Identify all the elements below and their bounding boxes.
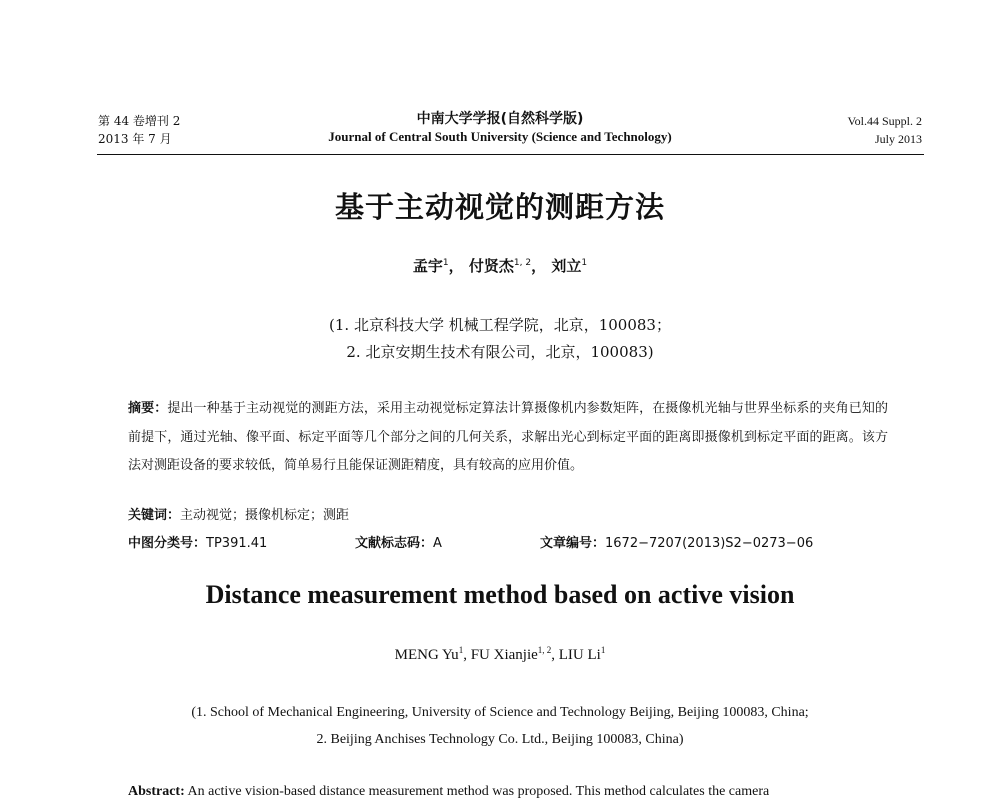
article-id-label: 文章编号：	[540, 536, 606, 551]
affiliation-en-2: 2. Beijing Anchises Technology Co. Ltd., Beijing 100083, China)	[316, 732, 684, 747]
document-code-label: 文献标志码：	[355, 536, 434, 551]
document-code-value: A	[433, 536, 442, 551]
authors-cn: 孟宇$^1$， 付贤杰$^{1, 2}$， 刘立$^1$	[412, 257, 588, 275]
affiliation-cn-2: 2. 北京安期生技术有限公司，北京，100083)	[346, 343, 654, 361]
author-cn-3: 刘立	[551, 257, 582, 275]
abstract-en-text: An active vision-based distance measurement method was proposed. This method calculates the camera	[187, 784, 770, 799]
title-en: Distance measurement method based on active vision	[205, 580, 795, 609]
document-code	[355, 533, 442, 555]
author-en-3: LIU Li	[558, 647, 601, 663]
header-volume-en: Vol.44 Suppl. 2	[847, 114, 922, 128]
abstract-cn-label: 摘要：	[128, 401, 168, 416]
keywords-cn-label: 关键词：	[128, 508, 181, 523]
keywords-cn	[128, 505, 349, 527]
affiliation-cn-1: (1. 北京科技大学 机械工程学院，北京，100083；	[329, 316, 671, 334]
clc-value: TP391.41	[206, 536, 268, 551]
author-cn-2-sup: 1, 2	[513, 258, 532, 268]
header-volume-date-cn	[98, 112, 180, 148]
authors-en: MENG Yu$^1$, FU Xianjie$^{1, 2}$, LIU Li$^1$	[394, 645, 606, 663]
author-cn-1-sup: 1	[442, 258, 449, 268]
affiliation-en-1: (1. School of Mechanical Engineering, University of Science and Technology Beijing, Beijing 100083, China;	[191, 705, 809, 720]
header-rule	[97, 154, 924, 155]
title-cn: 基于主动视觉的测距方法	[334, 190, 665, 224]
clc-label: 中图分类号：	[128, 536, 207, 551]
header-volume-date-en	[848, 112, 922, 148]
author-en-2-sup: 1, 2	[537, 645, 552, 655]
header-journal-en: Journal of Central South University (Science and Technology)	[328, 129, 672, 144]
author-en-3-sup: 1	[600, 645, 606, 655]
author-cn-2: 付贤杰	[468, 257, 514, 275]
header-date-cn: 2013 年 7 月	[98, 132, 172, 146]
header-date-en: July 2013	[874, 132, 922, 146]
article-id-value: 1672−7207(2013)S2−0273−06	[605, 536, 814, 551]
header-journal	[300, 110, 700, 146]
author-en-1: MENG Yu	[394, 647, 459, 663]
author-en-1-sup: 1	[458, 645, 464, 655]
keywords-cn-text: 主动视觉；摄像机标定；测距	[180, 508, 350, 523]
abstract-cn-text: 提出一种基于主动视觉的测距方法，采用主动视觉标定算法计算摄像机内参数矩阵，在摄像机光轴与世界坐标系的夹角已知的前提下，通过光轴、像平面、标定平面等几个部分之间的几何关系，求解出光心到标定平面的距离即摄像机到标定平面的距离。该方法对测距设备的要求较低，简单易行且能保证测距精度，具有较高的应用价值。	[128, 401, 888, 473]
header-volume-cn: 第 44 卷增刊 2	[98, 114, 181, 128]
author-cn-3-sup: 1	[581, 258, 588, 268]
header-journal-cn: 中南大学学报(自然科学版)	[416, 111, 584, 127]
author-en-2: FU Xianjie	[470, 647, 538, 663]
article-id	[540, 533, 813, 555]
abstract-en-label: Abstract:	[128, 784, 185, 799]
abstract-cn	[128, 395, 888, 481]
author-cn-1: 孟宇	[412, 257, 443, 275]
abstract-en	[128, 784, 888, 800]
clc-number	[128, 533, 267, 555]
